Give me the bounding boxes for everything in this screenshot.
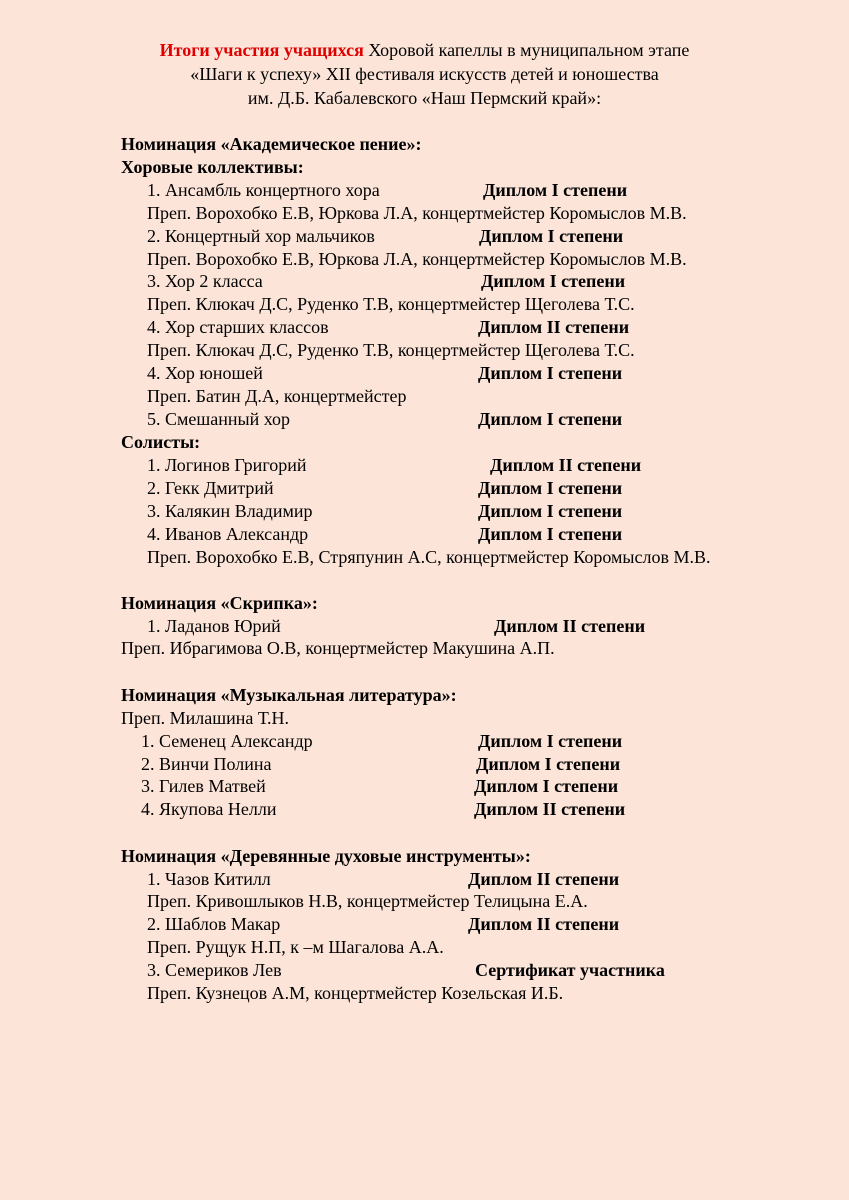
literature-award: Диплом I степени xyxy=(474,776,619,796)
soloist-name: 4. Иванов Александр xyxy=(147,524,309,544)
woodwind-name: 3. Семериков Лев xyxy=(147,960,282,980)
woodwind-teachers: Преп. Кривошлыков Н.В, концертмейстер Телицына Е.А. xyxy=(147,891,588,911)
choir-award: Диплом I степени xyxy=(478,409,623,429)
woodwind-name: 1. Чазов Китилл xyxy=(147,869,271,889)
literature-name: 3. Гилев Матвей xyxy=(141,776,266,796)
literature-name: 1. Семенец Александр xyxy=(141,731,313,751)
soloists-teachers: Преп. Ворохобко Е.В, Стряпунин А.С, концертмейстер Коромыслов М.В. xyxy=(147,547,711,567)
violin-teachers: Преп. Ибрагимова О.В, концертмейстер Макушина А.П. xyxy=(121,638,555,658)
soloist-award: Диплом I степени xyxy=(478,501,623,521)
literature-name: 4. Якупова Нелли xyxy=(141,799,277,819)
woodwind-award: Сертификат участника xyxy=(475,960,665,980)
soloist-name: 1. Логинов Григорий xyxy=(147,455,307,475)
soloist-award: Диплом I степени xyxy=(478,478,623,498)
choir-name: 4. Хор старших классов xyxy=(147,317,329,337)
choir-teachers: Преп. Ворохобко Е.В, Юркова Л.А, концертмейстер Коромыслов М.В. xyxy=(147,249,687,269)
soloists-heading: Солисты: xyxy=(121,432,201,452)
soloist-award: Диплом I степени xyxy=(478,524,623,544)
choir-teachers: Преп. Клюкач Д.С, Руденко Т.В, концертмейстер Щеголева Т.С. xyxy=(147,294,635,314)
choir-name: 5. Смешанный хор xyxy=(147,409,291,429)
choir-teachers: Преп. Ворохобко Е.В, Юркова Л.А, концертмейстер Коромыслов М.В. xyxy=(147,203,687,223)
violin-heading: Номинация «Скрипка»: xyxy=(121,593,318,613)
woodwind-name: 2. Шаблов Макар xyxy=(147,914,281,934)
title-highlight: Итоги участия учащихся xyxy=(159,40,364,60)
soloist-name: 3. Калякин Владимир xyxy=(147,501,313,521)
literature-award: Диплом I степени xyxy=(476,754,621,774)
violin-name: 1. Ладанов Юрий xyxy=(147,616,281,636)
choir-name: 2. Концертный хор мальчиков xyxy=(147,226,375,246)
literature-teacher: Преп. Милашина Т.Н. xyxy=(121,708,290,728)
title-rest: Хоровой капеллы в муниципальном этапе xyxy=(363,40,690,60)
choir-teachers: Преп. Клюкач Д.С, Руденко Т.В, концертмейстер Щеголева Т.С. xyxy=(147,340,635,360)
literature-award: Диплом I степени xyxy=(478,731,623,751)
woodwind-award: Диплом II степени xyxy=(468,869,620,889)
choir-award: Диплом I степени xyxy=(481,271,626,291)
choir-award: Диплом II степени xyxy=(478,317,630,337)
choir-name: 3. Хор 2 класса xyxy=(147,271,263,291)
title-line-3: им. Д.Б. Кабалевского «Наш Пермский край»: xyxy=(247,88,602,108)
academic-heading: Номинация «Академическое пение»: xyxy=(121,134,422,154)
woodwind-heading: Номинация «Деревянные духовые инструменты»: xyxy=(121,846,531,866)
violin-award: Диплом II степени xyxy=(494,616,646,636)
choirs-heading: Хоровые коллективы: xyxy=(121,157,304,177)
literature-award: Диплом II степени xyxy=(474,799,626,819)
soloist-award: Диплом II степени xyxy=(490,455,642,475)
title-line-2: «Шаги к успеху» XII фестиваля искусств детей и юношества xyxy=(190,64,659,84)
choir-award: Диплом I степени xyxy=(483,180,628,200)
choir-name: 4. Хор юношей xyxy=(147,363,263,383)
woodwind-teachers: Преп. Рущук Н.П, к –м Шагалова А.А. xyxy=(147,937,444,957)
choir-teachers: Преп. Батин Д.А, концертмейстер xyxy=(147,386,407,406)
choir-name: 1. Ансамбль концертного хора xyxy=(147,180,380,200)
woodwind-award: Диплом II степени xyxy=(468,914,620,934)
choir-award: Диплом I степени xyxy=(478,363,623,383)
literature-heading: Номинация «Музыкальная литература»: xyxy=(121,685,457,705)
literature-name: 2. Винчи Полина xyxy=(141,754,272,774)
soloist-name: 2. Гекк Дмитрий xyxy=(147,478,274,498)
woodwind-teachers: Преп. Кузнецов А.М, концертмейстер Козельская И.Б. xyxy=(147,983,564,1003)
choir-award: Диплом I степени xyxy=(479,226,624,246)
